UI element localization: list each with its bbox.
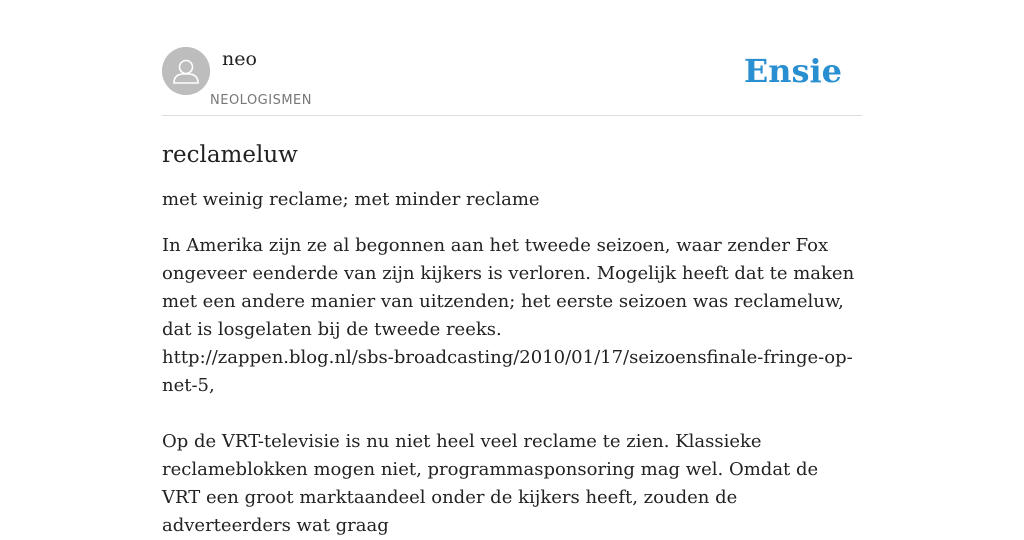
example-paragraph: In Amerika zijn ze al begonnen aan het tweede seizoen, waar zender Fox ongeveer eenderde van zijn kijkers is verloren. Mogelijk heeft dat te maken met een andere manier van uitzenden; het eerste seizoen was reclameluw, dat is losgelaten bij de tweede reeks. xyxy=(162,235,855,340)
user-silhouette-icon xyxy=(162,47,210,95)
collection-label[interactable]: NEOLOGISMEN xyxy=(210,93,312,108)
example-paragraph: Op de VRT-televisie is nu niet heel veel reclame te zien. Klassieke reclameblokken mogen niet, programmasponsoring mag wel. Omdat de VRT een groot marktaandeel onder de kijkers heeft, zouden de adverteerders wat graag xyxy=(162,431,819,536)
entry-header xyxy=(162,47,862,116)
entry-title: reclameluw xyxy=(162,142,298,168)
brand-logo[interactable]: Ensie xyxy=(743,52,842,90)
paragraph-gap xyxy=(162,400,862,428)
author-name[interactable]: neo xyxy=(222,48,257,70)
entry-definition: met weinig reclame; met minder reclame xyxy=(162,189,540,210)
entry-page xyxy=(162,0,862,540)
avatar[interactable] xyxy=(162,47,210,95)
entry-example xyxy=(162,232,862,540)
example-source-link: http://zappen.blog.nl/sbs-broadcasting/2010/01/17/seizoensfinale-fringe-op-net-5, xyxy=(162,347,853,396)
